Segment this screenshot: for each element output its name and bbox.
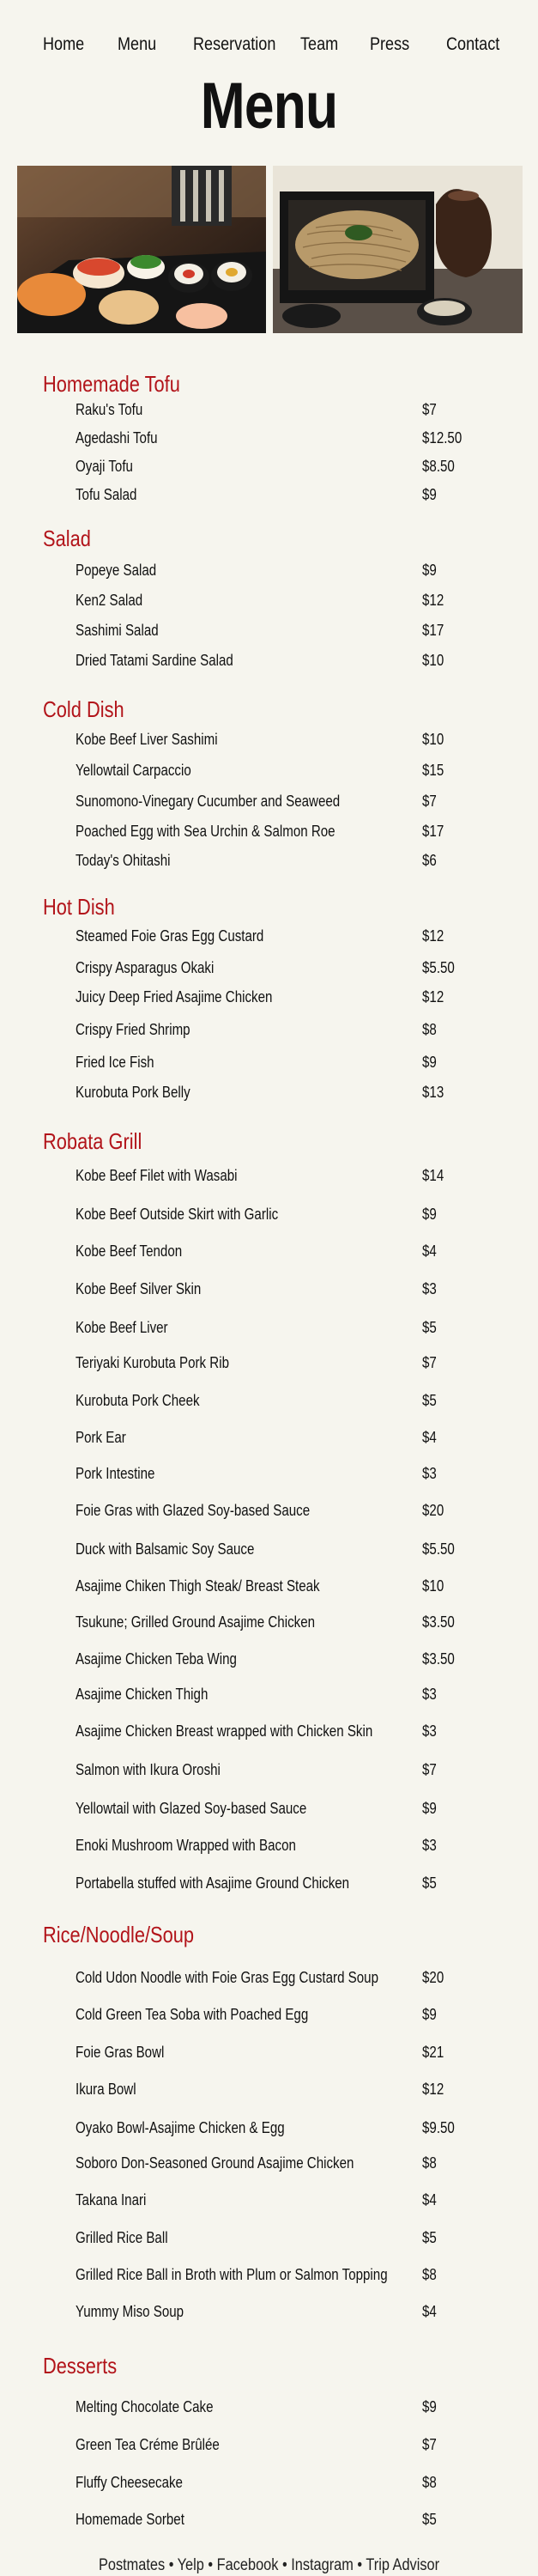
menu-item-name: Crispy Fried Shrimp [76,1021,190,1038]
menu-item-name: Kobe Beef Tendon [76,1242,183,1260]
menu-item-name: Pork Ear [76,1429,126,1446]
section-title: Hot Dish [43,894,115,920]
menu-item-name: Tofu Salad [76,486,137,503]
nav-press[interactable]: Press [370,34,410,54]
menu-item-price: $5.50 [422,959,455,976]
menu-item-name: Grilled Rice Ball [76,2229,168,2246]
nav-menu[interactable]: Menu [118,34,157,54]
menu-item-name: Melting Chocolate Cake [76,2398,214,2415]
menu-item-price: $8.50 [422,458,455,475]
menu-item-name: Ken2 Salad [76,592,143,609]
menu-item-price: $3 [422,1722,437,1740]
menu-item-price: $12.50 [422,429,462,447]
menu-item-name: Fluffy Cheesecake [76,2474,183,2491]
menu-item-price: $3 [422,1686,437,1703]
section-title: Rice/Noodle/Soup [43,1922,195,1947]
menu-item-name: Kobe Beef Outside Skirt with Garlic [76,1206,279,1223]
menu-item-price: $8 [422,2154,437,2172]
menu-item-price: $5 [422,2511,437,2528]
menu-item-price: $3.50 [422,1650,455,1668]
menu-item-price: $17 [422,823,444,840]
menu-item-name: Yummy Miso Soup [76,2303,184,2320]
menu-item-price: $9 [422,2006,437,2023]
menu-item-name: Kurobuta Pork Cheek [76,1392,200,1409]
menu-item-name: Foie Gras with Glazed Soy-based Sauce [76,1502,311,1519]
menu-item-name: Yellowtail Carpaccio [76,762,191,779]
menu-item-price: $12 [422,2081,444,2098]
menu-item-price: $8 [422,2474,437,2491]
menu-item-price: $10 [422,1577,444,1595]
menu-item-price: $14 [422,1167,444,1184]
section-title: Cold Dish [43,696,124,722]
menu-item-name: Tsukune; Grilled Ground Asajime Chicken [76,1613,316,1631]
menu-item-price: $4 [422,1242,437,1260]
menu-item-name: Homemade Sorbet [76,2511,184,2528]
menu-item-name: Pork Intestine [76,1465,155,1482]
menu-item-price: $12 [422,988,444,1005]
nav-reservation[interactable]: Reservation [193,34,276,54]
section-title: Salad [43,526,91,551]
menu-item-name: Kobe Beef Liver [76,1319,168,1336]
menu-item-price: $7 [422,1761,437,1778]
menu-item-price: $4 [422,2191,437,2208]
menu-item-price: $9 [422,562,437,579]
menu-item-name: Enoki Mushroom Wrapped with Bacon [76,1837,296,1854]
menu-item-name: Agedashi Tofu [76,429,158,447]
menu-item-name: Takana Inari [76,2191,147,2208]
menu-item-name: Soboro Don-Seasoned Ground Asajime Chicken [76,2154,354,2172]
menu-item-name: Oyako Bowl-Asajime Chicken & Egg [76,2119,285,2136]
menu-item-price: $8 [422,1021,437,1038]
menu-item-name: Oyaji Tofu [76,458,133,475]
sushi-photo [17,166,266,333]
menu-item-name: Dried Tatami Sardine Salad [76,652,233,669]
menu-item-name: Sashimi Salad [76,622,159,639]
menu-item-name: Popeye Salad [76,562,157,579]
menu-item-name: Green Tea Créme Brûlée [76,2436,220,2453]
footer-links[interactable]: Postmates • Yelp • Facebook • Instagram • Trip Advisor [98,2556,440,2574]
menu-item-price: $9.50 [422,2119,455,2136]
menu-item-name: Foie Gras Bowl [76,2044,165,2061]
section-title: Desserts [43,2353,118,2379]
menu-item-name: Cold Udon Noodle with Foie Gras Egg Custard Soup [76,1969,378,1986]
menu-item-name: Today's Ohitashi [76,852,171,869]
menu-item-price: $12 [422,592,444,609]
menu-item-name: Kurobuta Pork Belly [76,1084,190,1101]
menu-item-price: $5 [422,1392,437,1409]
nav-contact[interactable]: Contact [446,34,500,54]
menu-item-price: $5 [422,2229,437,2246]
menu-item-name: Grilled Rice Ball in Broth with Plum or Salmon Topping [76,2266,388,2283]
nav-team[interactable]: Team [300,34,339,54]
top-nav [0,34,538,65]
menu-item-name: Sunomono-Vinegary Cucumber and Seaweed [76,793,341,810]
menu-item-name: Asajime Chicken Breast wrapped with Chicken Skin [76,1722,373,1740]
menu-item-name: Teriyaki Kurobuta Pork Rib [76,1354,229,1371]
menu-item-price: $9 [422,1206,437,1223]
menu-item-price: $21 [422,2044,444,2061]
menu-item-name: Yellowtail with Glazed Soy-based Sauce [76,1800,307,1817]
menu-item-name: Steamed Foie Gras Egg Custard [76,927,264,945]
soba-photo [273,166,523,333]
menu-item-price: $3 [422,1280,437,1297]
menu-item-price: $20 [422,1502,444,1519]
menu-item-name: Cold Green Tea Soba with Poached Egg [76,2006,309,2023]
menu-item-name: Asajime Chicken Teba Wing [76,1650,237,1668]
menu-item-price: $7 [422,2436,437,2453]
menu-item-name: Crispy Asparagus Okaki [76,959,215,976]
menu-item-price: $5 [422,1874,437,1892]
nav-home[interactable]: Home [43,34,85,54]
menu-item-price: $3 [422,1465,437,1482]
page-title: Menu [200,70,338,143]
menu-item-name: Salmon with Ikura Oroshi [76,1761,221,1778]
section-title: Robata Grill [43,1128,142,1154]
menu-item-price: $10 [422,731,444,748]
menu-item-price: $9 [422,2398,437,2415]
menu-item-name: Asajime Chiken Thigh Steak/ Breast Steak [76,1577,320,1595]
menu-item-price: $7 [422,1354,437,1371]
menu-item-price: $9 [422,1054,437,1071]
menu-item-name: Kobe Beef Silver Skin [76,1280,202,1297]
menu-item-price: $3 [422,1837,437,1854]
menu-item-price: $5.50 [422,1540,455,1558]
menu-item-price: $20 [422,1969,444,1986]
menu-item-name: Kobe Beef Liver Sashimi [76,731,218,748]
menu-item-price: $6 [422,852,437,869]
section-title: Homemade Tofu [43,371,180,397]
menu-item-name: Juicy Deep Fried Asajime Chicken [76,988,273,1005]
menu-item-price: $17 [422,622,444,639]
menu-item-price: $5 [422,1319,437,1336]
menu-item-price: $4 [422,2303,437,2320]
menu-item-name: Poached Egg with Sea Urchin & Salmon Roe [76,823,335,840]
menu-item-price: $3.50 [422,1613,455,1631]
menu-item-name: Duck with Balsamic Soy Sauce [76,1540,255,1558]
menu-item-price: $10 [422,652,444,669]
menu-item-price: $13 [422,1084,444,1101]
menu-item-name: Fried Ice Fish [76,1054,154,1071]
menu-item-price: $9 [422,486,437,503]
menu-item-name: Portabella stuffed with Asajime Ground Chicken [76,1874,350,1892]
menu-item-name: Raku's Tofu [76,401,143,418]
menu-item-price: $9 [422,1800,437,1817]
menu-item-price: $7 [422,401,437,418]
menu-item-price: $7 [422,793,437,810]
menu-item-price: $15 [422,762,444,779]
menu-item-name: Ikura Bowl [76,2081,136,2098]
menu-item-price: $12 [422,927,444,945]
menu-item-price: $4 [422,1429,437,1446]
menu-item-name: Asajime Chicken Thigh [76,1686,209,1703]
menu-item-price: $8 [422,2266,437,2283]
menu-item-name: Kobe Beef Filet with Wasabi [76,1167,238,1184]
